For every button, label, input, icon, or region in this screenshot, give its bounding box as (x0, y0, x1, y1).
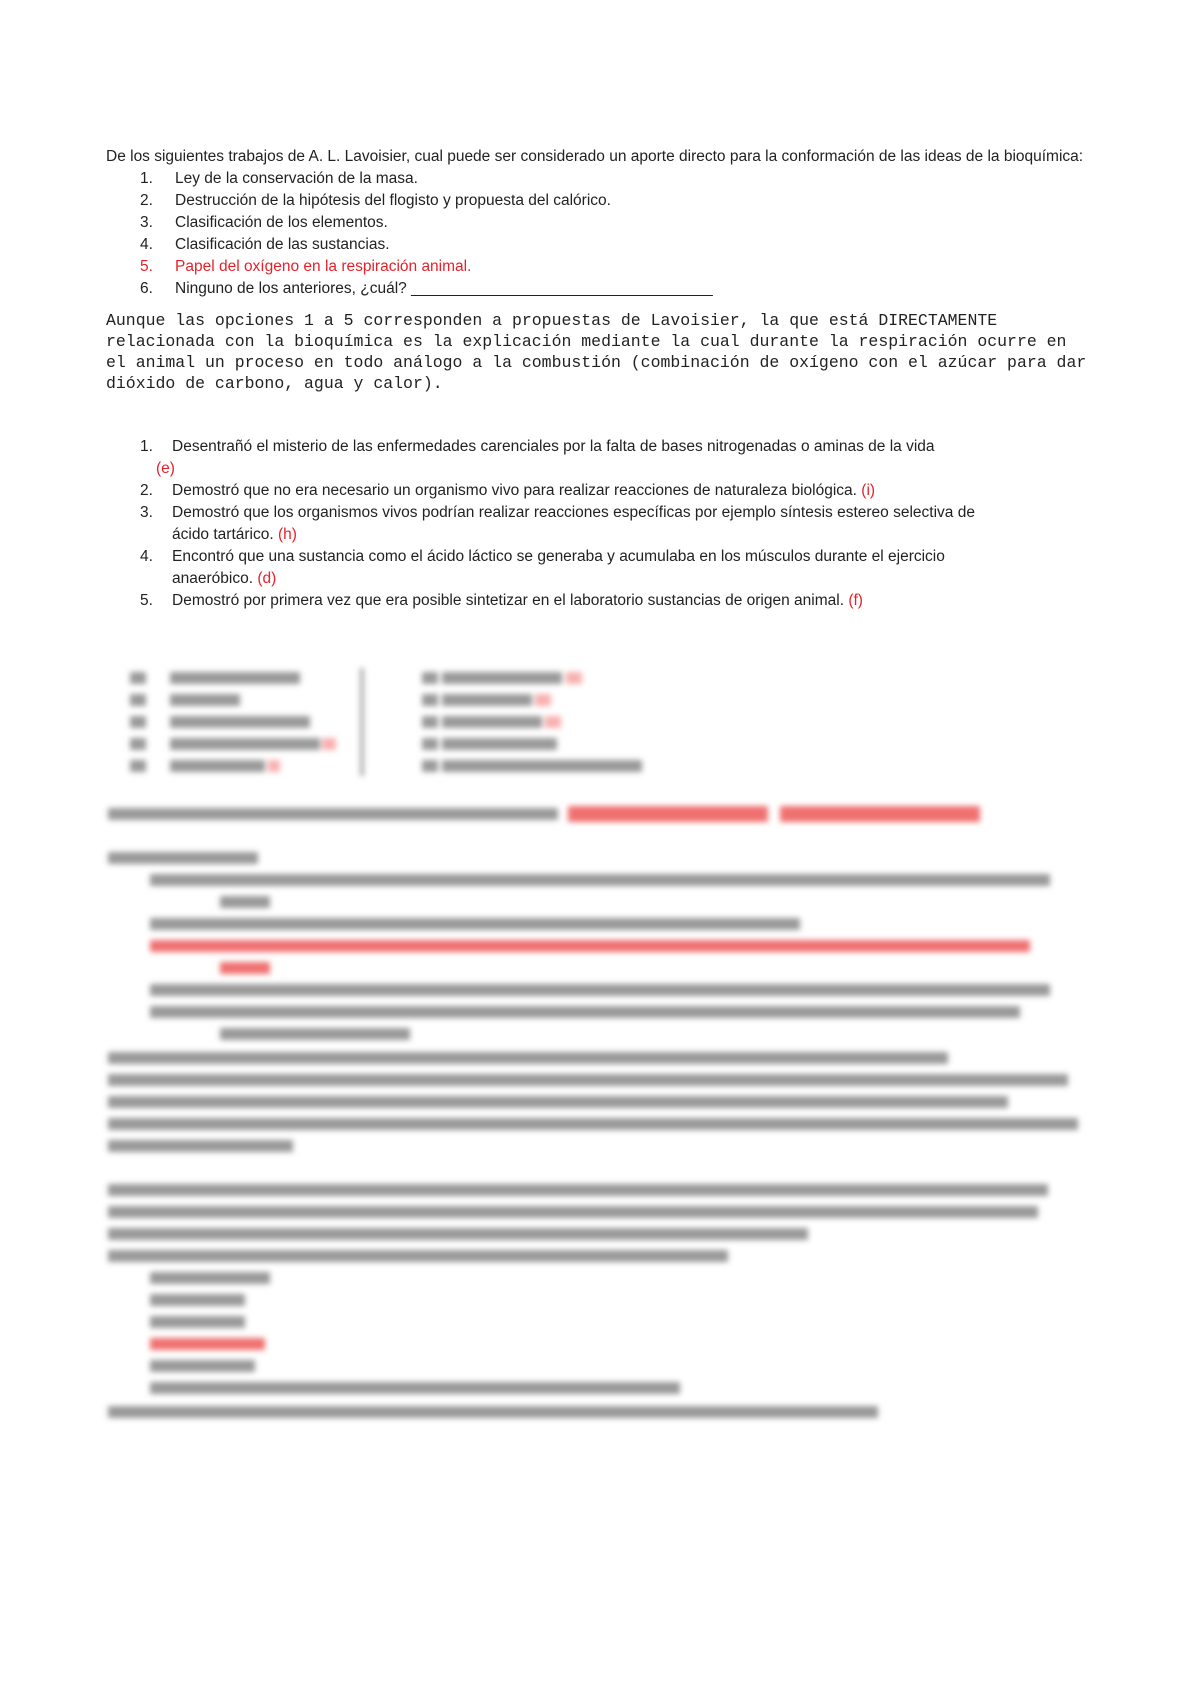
answer-letter: (e) (156, 460, 175, 477)
option-2: 2. Destrucción de la hipótesis del flogisto y propuesta del calórico. (140, 192, 611, 209)
option-4: 4. Clasificación de las sustancias. (140, 236, 390, 253)
answer-letter: (d) (257, 570, 277, 587)
option-6: 6. Ninguno de los anteriores, ¿cuál? ___________________________________ (140, 280, 713, 297)
answer-letter: (f) (848, 592, 863, 609)
answer-letter: (h) (277, 526, 297, 543)
item-4: 4. Encontró que una sustancia como el ácido láctico se generaba y acumulaba en los músculos durante el ejercicio anaeróbico. (d) (140, 548, 945, 587)
answer-letter: (i) (861, 482, 876, 499)
option-5-correct: 5. Papel del oxígeno en la respiración animal. (140, 258, 472, 275)
item-2: 2. Demostró que no era necesario un organismo vivo para realizar reacciones de naturaleza biológica. (i) (140, 482, 876, 499)
question-1-prompt: De los siguientes trabajos de A. L. Lavoisier, cual puede ser considerado un aporte directo para la conformación de las ideas de la bioquímica: (106, 148, 1084, 165)
question-1-explanation: Aunque las opciones 1 a 5 corresponden a propuestas de Lavoisier, la que está DIRECTAMENTE relacionada con la bioquímica es la explicación mediante la cual durante la respiración ocurre en el animal un proceso en todo análogo a la combustión (combinación de oxígeno con el azúcar para dar dióxido de carbono, agua y calor). (106, 311, 1087, 393)
option-1: 1. Ley de la conservación de la masa. (140, 170, 418, 187)
item-3: 3. Demostró que los organismos vivos podrían realizar reacciones específicas por ejemplo síntesis estereo selectiva de ácido tartárico. (h) (140, 504, 975, 543)
option-3: 3. Clasificación de los elementos. (140, 214, 388, 231)
item-5: 5. Demostró por primera vez que era posible sintetizar en el laboratorio sustancias de origen animal. (f) (140, 592, 863, 609)
item-1: 1. Desentrañó el misterio de las enfermedades carenciales por la falta de bases nitrogenadas o aminas de la vida (e) (140, 438, 935, 477)
